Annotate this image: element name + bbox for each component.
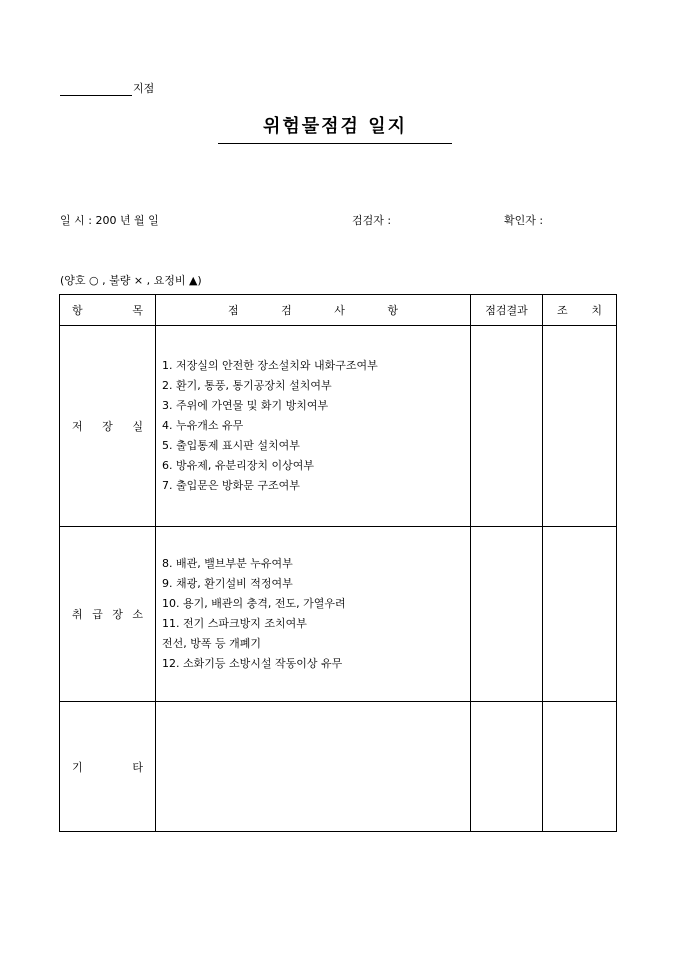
branch-blank-line [60,83,132,96]
page-title: 위험물점검 일지 [263,116,407,137]
header-action: 조 치 [543,295,617,326]
header-result: 점검결과 [471,295,543,326]
action-cell[interactable] [543,527,617,702]
table-row [60,702,617,832]
table-row [60,326,617,527]
confirmer-field: 확인자 : [504,214,544,227]
action-cell[interactable] [543,702,617,832]
result-cell[interactable] [471,702,543,832]
category-storage-room: 저 장 실 [60,326,156,527]
list-item: 1. 저장실의 안전한 장소설치와 내화구조여부 [162,359,378,372]
list-item: 4. 누유개소 유무 [162,419,244,432]
branch-label: 지점 [133,82,155,95]
category-other: 기 타 [60,702,156,832]
list-item: 10. 용기, 배관의 충격, 전도, 가열우려 [162,597,346,610]
title-underline [218,143,452,144]
inspector-field: 검검자 : [352,214,392,227]
branch-field [60,80,154,96]
handling-area-items [156,527,471,702]
result-cell[interactable] [471,326,543,527]
table-row [60,527,617,702]
category-handling-area: 취 급 장 소 [60,527,156,702]
table-header-row [60,295,617,326]
list-item: 7. 출입문은 방화문 구조여부 [162,479,300,492]
rating-legend: (양호 ○ , 불량 × , 요정비 ▲) [60,274,202,287]
list-item: 8. 배관, 밸브부분 누유여부 [162,557,293,570]
list-item: 5. 출입통제 표시판 설치여부 [162,439,300,452]
result-cell[interactable] [471,527,543,702]
list-item: 9. 채광, 환기설비 적정여부 [162,577,293,590]
header-item: 항 목 [60,295,156,326]
storage-room-items [156,326,471,527]
date-field: 일 시 : 200 년 월 일 [60,214,159,227]
inspection-table [59,294,617,832]
list-item: 2. 환기, 통풍, 통기공장치 설치여부 [162,379,332,392]
list-item: 6. 방유제, 유분리장치 이상여부 [162,459,314,472]
list-item: 11. 전기 스파크방지 조치여부 [162,617,307,630]
list-item: 3. 주위에 가연물 및 화기 방치여부 [162,399,329,412]
action-cell[interactable] [543,326,617,527]
other-items[interactable] [156,702,471,832]
header-inspection: 점 검 사 항 [156,295,471,326]
list-item: 전선, 방폭 등 개폐기 [162,637,261,650]
list-item: 12. 소화기등 소방시설 작동이상 유무 [162,657,343,670]
